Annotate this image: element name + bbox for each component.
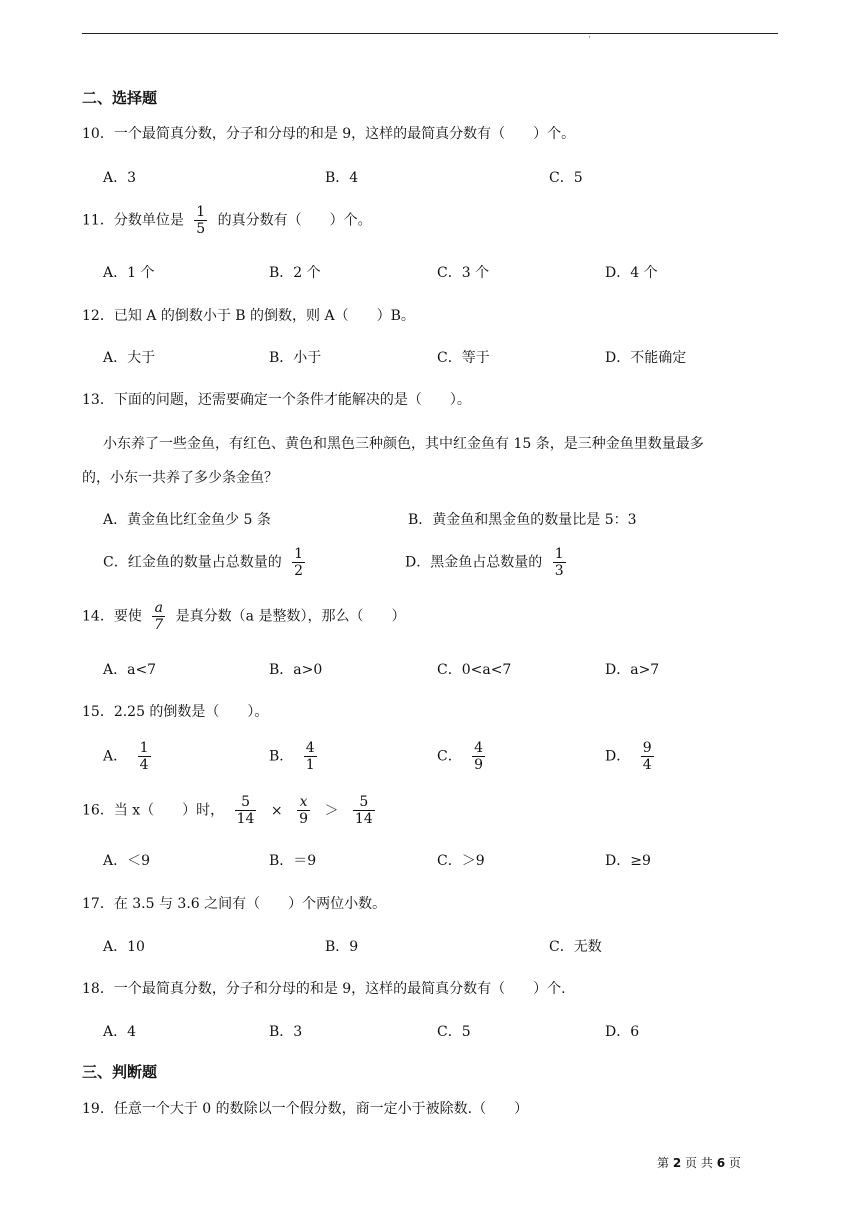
q12-option-d: D．不能确定 xyxy=(605,350,687,366)
q11-frac-num: 1 xyxy=(196,204,206,220)
question-15: 15．2.25 的倒数是（ ）。 xyxy=(82,704,269,720)
q15-c-fraction xyxy=(472,740,485,773)
q11-option-b: B．2 个 xyxy=(269,265,321,281)
q10-option-a: A．3 xyxy=(103,170,137,186)
q14-option-a: A．a<7 xyxy=(103,662,157,678)
q18-option-a: A．4 xyxy=(103,1024,137,1040)
q15-b-fraction xyxy=(304,740,317,773)
q13-d-frac-den: 3 xyxy=(554,563,564,579)
q14-frac-den: 7 xyxy=(154,617,164,633)
question-16 xyxy=(82,794,381,827)
q16-fraction-2 xyxy=(297,794,310,827)
q13-c-frac-num: 1 xyxy=(294,546,304,562)
footer-page-number: 2 xyxy=(672,1156,682,1170)
q13-paragraph-line2: 的，小东一共养了多少条金鱼？ xyxy=(82,470,278,486)
q11-fraction xyxy=(194,204,207,237)
q11-option-c: C．3 个 xyxy=(437,265,490,281)
q15-d-label: D． xyxy=(605,748,631,765)
q16-option-a: A．＜9 xyxy=(103,853,151,869)
q11-frac-den: 5 xyxy=(196,221,206,237)
q16-fraction-3 xyxy=(353,794,375,827)
q15-a-den: 4 xyxy=(139,757,149,773)
q18-option-d: D．6 xyxy=(605,1024,640,1040)
q14-fraction xyxy=(152,600,165,633)
q15-option-a xyxy=(103,740,157,773)
q16-f3-den: 14 xyxy=(354,811,373,827)
q15-a-num: 1 xyxy=(139,740,149,756)
question-14 xyxy=(82,600,405,633)
footer-pre: 第 xyxy=(657,1156,670,1170)
q16-f3-num: 5 xyxy=(359,794,369,810)
section-title-judge: 三、判断题 xyxy=(82,1063,158,1081)
q15-a-fraction xyxy=(138,740,151,773)
footer-post: 页 xyxy=(728,1156,741,1170)
q14-frac-num: a xyxy=(154,600,163,616)
q10-option-c: C．5 xyxy=(549,170,583,186)
q13-option-c-text: C．红金鱼的数量占总数量的 xyxy=(103,554,282,571)
q13-option-d-fraction xyxy=(553,546,566,579)
q15-option-c xyxy=(437,740,491,773)
q13-d-frac-num: 1 xyxy=(554,546,564,562)
q13-option-d-text: D．黑金鱼占总数量的 xyxy=(405,554,543,571)
q15-c-num: 4 xyxy=(474,740,484,756)
q17-option-c: C．无数 xyxy=(549,939,602,955)
q16-f2-den: 9 xyxy=(299,811,309,827)
q15-d-num: 9 xyxy=(642,740,652,756)
q11-post: 的真分数有（ ）个。 xyxy=(217,212,372,229)
header-rule xyxy=(82,33,778,34)
footer-total-pages: 6 xyxy=(716,1156,726,1170)
q15-d-den: 4 xyxy=(642,757,652,773)
q15-d-fraction xyxy=(641,740,654,773)
q14-option-b: B．a>0 xyxy=(269,662,323,678)
question-19: 19．任意一个大于 0 的数除以一个假分数，商一定小于被除数.（ ） xyxy=(82,1101,529,1117)
q14-option-c: C．0<a<7 xyxy=(437,662,512,678)
question-12: 12．已知 A 的倒数小于 B 的倒数，则 A（ ）B。 xyxy=(82,308,415,324)
q14-post: 是真分数（a 是整数），那么（ ） xyxy=(175,608,406,625)
q13-option-a: A．黄金鱼比红金鱼少 5 条 xyxy=(103,512,271,528)
q11-pre: 11．分数单位是 xyxy=(82,212,184,229)
question-18: 18．一个最简真分数，分子和分母的和是 9，这样的最简真分数有（ ）个. xyxy=(82,981,566,997)
q13-option-b: B．黄金鱼和黑金鱼的数量比是 5：3 xyxy=(408,512,637,528)
q15-b-den: 1 xyxy=(305,757,315,773)
q16-option-b: B．＝9 xyxy=(269,853,317,869)
q11-option-d: D．4 个 xyxy=(605,265,658,281)
q11-option-a: A．1 个 xyxy=(103,265,155,281)
question-13: 13．下面的问题，还需要确定一个条件才能解决的是（ ）。 xyxy=(82,392,471,408)
header-dot: · xyxy=(588,33,591,43)
q15-c-den: 9 xyxy=(474,757,484,773)
q13-option-c xyxy=(103,546,311,579)
q16-greater-than: ＞ xyxy=(324,802,339,819)
q15-option-b xyxy=(269,740,323,773)
q15-c-label: C． xyxy=(437,748,462,765)
q13-paragraph-line1: 小东养了一些金鱼，有红色、黄色和黑色三种颜色，其中红金鱼有 15 条，是三种金鱼里数量最多 xyxy=(103,436,704,452)
q14-pre: 14．要使 xyxy=(82,608,142,625)
q13-option-d xyxy=(405,546,572,579)
q12-option-c: C．等于 xyxy=(437,350,490,366)
footer-mid: 页 共 xyxy=(685,1156,713,1170)
q17-option-a: A．10 xyxy=(103,939,145,955)
q14-option-d: D．a>7 xyxy=(605,662,660,678)
q12-option-a: A．大于 xyxy=(103,350,156,366)
q16-f2-num: x xyxy=(299,794,308,810)
q15-a-label: A． xyxy=(103,748,128,765)
q16-f1-den: 14 xyxy=(236,811,255,827)
q18-option-c: C．5 xyxy=(437,1024,471,1040)
q13-c-frac-den: 2 xyxy=(294,563,304,579)
q15-b-num: 4 xyxy=(305,740,315,756)
section-title-choice: 二、选择题 xyxy=(82,89,158,107)
q10-option-b: B．4 xyxy=(325,170,359,186)
q12-option-b: B．小于 xyxy=(269,350,322,366)
q18-option-b: B．3 xyxy=(269,1024,303,1040)
q16-fraction-1 xyxy=(235,794,257,827)
q17-option-b: B．9 xyxy=(325,939,359,955)
q13-option-c-fraction xyxy=(292,546,305,579)
question-10: 10．一个最简真分数，分子和分母的和是 9，这样的最简真分数有（ ）个。 xyxy=(82,126,576,142)
question-11 xyxy=(82,204,372,237)
q16-option-d: D．≥9 xyxy=(605,853,651,869)
q15-option-d xyxy=(605,740,660,773)
page-footer xyxy=(657,1154,741,1171)
question-17: 17．在 3.5 与 3.6 之间有（ ）个两位小数。 xyxy=(82,896,387,912)
q16-times: × xyxy=(270,802,283,819)
q16-pre: 16．当 x（ ）时， xyxy=(82,802,225,819)
q15-b-label: B． xyxy=(269,748,294,765)
q16-option-c: C．＞9 xyxy=(437,853,485,869)
q16-f1-num: 5 xyxy=(241,794,250,810)
